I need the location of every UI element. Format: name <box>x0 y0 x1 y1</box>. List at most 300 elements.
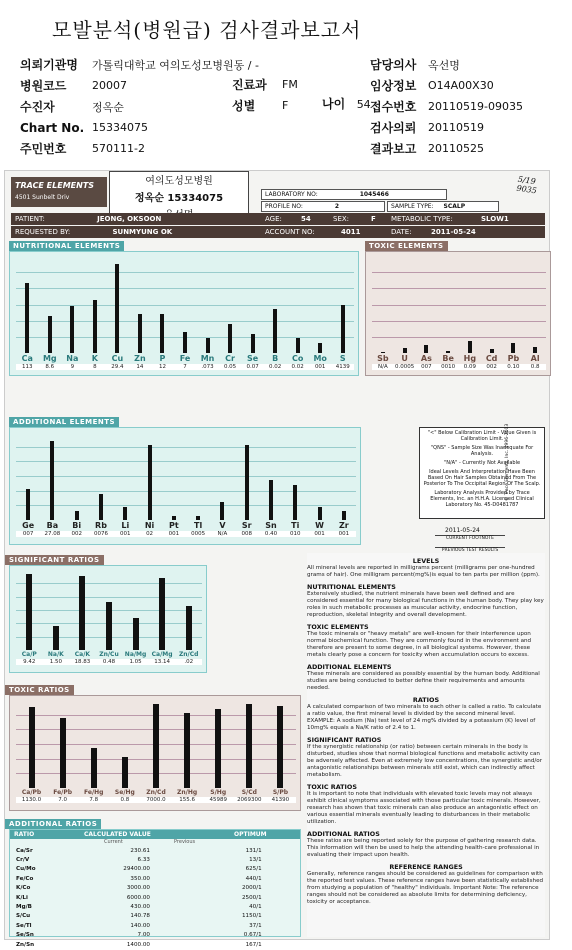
chart-bar <box>106 602 112 650</box>
note-heading: SIGNIFICANT RATIOS <box>307 736 382 744</box>
chart-bar <box>341 305 345 354</box>
lab-logo-name: TRACE ELEMENTS <box>15 181 95 190</box>
chart-bar <box>342 511 346 520</box>
chart-gridline <box>16 272 354 273</box>
chart-gridline <box>16 288 354 289</box>
header-field-label: 병원코드 <box>20 79 67 93</box>
previous-footnote: PREVIOUS TEST RESULTS <box>435 547 505 553</box>
add-ratios-table <box>9 829 301 948</box>
header-field-value: 570111-2 <box>92 142 145 155</box>
chart-bar <box>91 748 97 788</box>
account-label: ACCOUNT NO: <box>265 228 315 236</box>
chart-value: 0.09 <box>459 364 481 370</box>
chart-bar <box>99 494 103 520</box>
chart-label: Be <box>442 354 454 363</box>
header-field-value: 가톨릭대학교 여의도성모병원동 / - <box>92 58 259 72</box>
metabolic-value: SLOW1 <box>481 215 509 223</box>
chart-value: 001 <box>113 531 137 537</box>
ratio-spacer <box>156 894 236 901</box>
chart-label: K <box>91 354 98 363</box>
lab-no-value: 1045466 <box>359 191 389 198</box>
header-field-value: 옥선명 <box>428 58 460 72</box>
age-tag-value: 54 <box>301 215 311 223</box>
metabolic-label: METABOLIC TYPE: <box>391 215 453 223</box>
header-field-row <box>370 54 523 75</box>
chart-gridline <box>16 461 356 462</box>
col-current: Current <box>104 839 123 845</box>
chart-bar <box>48 316 52 353</box>
chart-bar <box>511 343 515 353</box>
chart-value: 7 <box>174 364 197 370</box>
legend-line: Laboratory Analysis Provided by Trace Elements, Inc. an H.H.A. Licensed Clinical Laboratory No. 45-D0481787 <box>430 490 534 508</box>
chart-value: 007 <box>416 364 438 370</box>
table-row <box>12 922 266 929</box>
header-field-value: 20007 <box>92 79 127 92</box>
chart-value: 0076 <box>89 531 113 537</box>
chart-label: Li <box>121 521 130 530</box>
chart-value: 4139 <box>331 364 354 370</box>
chart-value: 0.8 <box>109 797 140 803</box>
chart-value: 9 <box>61 364 84 370</box>
current-footnote: CURRENT FOOTNOTE <box>435 535 505 541</box>
chart-bar <box>381 352 385 353</box>
chart-gridline <box>16 305 354 306</box>
chart-label: Zn/Hg <box>177 789 198 796</box>
add-ratios-rows <box>10 845 268 950</box>
chart-value: 14 <box>129 364 152 370</box>
chart-label: Ge <box>22 521 35 530</box>
chart-gridline <box>16 321 354 322</box>
chart-label: Tl <box>194 521 203 530</box>
chart-label: Zn <box>134 354 146 363</box>
ratio-spacer <box>156 922 236 929</box>
header-field-label: 수진자 <box>20 100 55 114</box>
ratio-current: 3000.00 <box>126 885 150 892</box>
chart-value: 001 <box>309 364 332 370</box>
chart-bar <box>246 704 252 788</box>
sex-label: SEX: <box>333 215 350 223</box>
chart-value: 155.6 <box>172 797 203 803</box>
profile-label: PROFILE NO: <box>265 203 303 210</box>
requested-row <box>11 226 545 238</box>
chart-bar <box>93 300 97 353</box>
chart-value: 001 <box>332 531 356 537</box>
note-heading: LEVELS <box>412 557 440 565</box>
chart-value: 002 <box>65 531 89 537</box>
chart-label: Pb <box>507 354 520 363</box>
chart-label: U <box>401 354 408 363</box>
chart-value: 7.8 <box>78 797 109 803</box>
chart-label: Ti <box>291 521 300 530</box>
chart-value: 27.08 <box>40 531 64 537</box>
header-field-row <box>20 96 259 117</box>
chart-gridline <box>372 337 546 338</box>
chart-bar <box>318 343 322 353</box>
chart-bar <box>123 507 127 520</box>
chart-bar <box>160 314 164 353</box>
chart-value: 0005 <box>186 531 210 537</box>
date-value: 2011-05-24 <box>431 228 476 236</box>
nutritional-header: NUTRITIONAL ELEMENTS <box>9 241 124 251</box>
header-field-row <box>232 95 298 116</box>
ratio-name: Se/Tl <box>16 922 32 929</box>
note-heading: RATIOS <box>412 696 440 704</box>
header-field-value: F <box>282 99 289 112</box>
chart-value: 002 <box>481 364 503 370</box>
chart-label: Pt <box>169 521 179 530</box>
chart-bar <box>206 338 210 353</box>
chart-label: Na <box>66 354 79 363</box>
chart-bar <box>172 516 176 520</box>
chart-label: S/Cd <box>241 789 257 796</box>
header-field-value: 20110519 <box>428 121 484 134</box>
chart-gridline <box>16 505 356 506</box>
chart-value: 41390 <box>265 797 296 803</box>
chart-label: Cr <box>225 354 235 363</box>
chart-value: N/A <box>210 531 234 537</box>
header-field-label: 임상정보 <box>370 79 417 93</box>
lab-no-label: LABORATORY NO: <box>265 191 318 198</box>
ratio-spacer <box>156 856 236 863</box>
chart-bar <box>273 309 277 353</box>
ratio-optimum: 13/1 <box>249 857 262 864</box>
ratio-optimum: 37/1 <box>249 922 262 929</box>
col-previous: Previous <box>174 839 196 845</box>
table-row <box>12 894 266 901</box>
ratio-optimum: 2500/1 <box>242 894 262 901</box>
stamp-patient: 정옥순 15334075 <box>134 193 224 204</box>
sample-value: SCALP <box>443 203 466 210</box>
header-field-row <box>370 75 523 96</box>
chart-value: 001 <box>307 531 331 537</box>
chart-label: Sn <box>265 521 277 530</box>
chart-bar <box>53 626 59 650</box>
header-field-label: 성별 <box>232 99 256 113</box>
ratio-spacer <box>156 932 236 939</box>
chart-label: Fe/Hg <box>84 789 104 796</box>
col-opt: OPTIMUM <box>234 831 267 838</box>
ratio-current: 140.00 <box>130 922 150 929</box>
header-field-label: 담당의사 <box>370 58 417 72</box>
chart-label: Ba <box>46 521 59 530</box>
chart-label: Ca/P <box>21 651 37 658</box>
header-field-row <box>20 138 259 159</box>
chart-label: Mn <box>200 354 215 363</box>
chart-gridline <box>16 476 356 477</box>
chart-bar <box>60 718 66 788</box>
chart-gridline <box>372 288 546 289</box>
chart-value: 29.4 <box>106 364 129 370</box>
chart-bar <box>184 713 190 788</box>
sig-ratios-header: SIGNIFICANT RATIOS <box>5 555 104 565</box>
requested-label: REQUESTED BY: <box>15 228 71 236</box>
chart-value: 001 <box>162 531 186 537</box>
age-tag-label: AGE: <box>265 215 282 223</box>
chart-label: Ca/Mg <box>151 651 173 658</box>
chart-value: 007 <box>16 531 40 537</box>
note-heading: TOXIC RATIOS <box>307 783 357 791</box>
note-text: The toxic minerals or "heavy metals" are well-known for their interference upon normal biochemical function. They are commonly found in the environment and therefore are present to some degree, in all biological systems. However, these metals clearly pose a concern for toxicity when accumulation occurs to excess. <box>307 631 532 658</box>
patient-row <box>11 213 545 225</box>
chart-bar <box>296 338 300 353</box>
chart-label: S/Pb <box>272 789 289 796</box>
col-calc: CALCULATED VALUE <box>84 831 151 838</box>
note-text: If the synergistic relationship (or ratio) between certain minerals in the body is disturbed, studies show that normal biological functions and metabolic activity can be adversely affected. Even at extremely low concentrations, the synergistic and/or antagonistic relationships between minerals still exist, which can indirectly affect metabolism. <box>307 744 543 778</box>
ratio-spacer <box>156 885 236 892</box>
chart-bar <box>115 264 119 353</box>
chart-label: Zr <box>338 521 349 530</box>
ratio-spacer <box>156 847 236 854</box>
chart-bar <box>251 334 255 353</box>
chart-value: 2069300 <box>234 797 265 803</box>
chart-bar <box>79 576 85 650</box>
chart-value: 8 <box>84 364 107 370</box>
report-title: 모발분석(병원급) 검사결과보고서 <box>52 18 362 42</box>
ratio-optimum: 440/1 <box>245 875 262 882</box>
handwritten-note: 5/19 9035 <box>515 174 538 196</box>
toxic-ratios-panel <box>9 695 301 811</box>
ratio-current: 350.00 <box>130 875 150 882</box>
table-row <box>12 856 266 863</box>
ratio-optimum: 0.67/1 <box>243 932 262 939</box>
chart-value: 0.07 <box>241 364 264 370</box>
ratio-spacer <box>156 866 236 873</box>
chart-value: 008 <box>235 531 259 537</box>
chart-bar <box>122 757 128 788</box>
patient-label: PATIENT: <box>15 215 45 223</box>
chart-label: Ni <box>144 521 155 530</box>
chart-value: 9.42 <box>16 659 43 665</box>
ratio-name: Mg/B <box>16 904 32 911</box>
add-ratios-head <box>10 830 300 839</box>
header-field-row <box>370 138 523 159</box>
scanned-report <box>4 170 550 948</box>
ratio-current: 1400.00 <box>126 941 150 948</box>
note-text: A calculated comparison of two minerals to each other is called a ratio. To calculate a ratio value, the first mineral level is divided by the second mineral level. EXAMPLE: A sodium (Na) test level of 24 mg% divided by a potassium (K) level of 10mg% equals a Na/K ratio of 2.4 to 1. <box>307 704 542 731</box>
chart-gridline <box>372 272 546 273</box>
ratio-spacer <box>156 941 236 948</box>
chart-bar <box>318 507 322 520</box>
chart-label: Zn/Cu <box>99 651 119 658</box>
header-field-row <box>20 117 259 138</box>
chart-bar <box>424 345 428 353</box>
ratio-current: 230.61 <box>130 847 150 854</box>
chart-bar <box>186 606 192 650</box>
patient-name: JEONG, OKSOON <box>97 215 162 223</box>
ratio-spacer <box>156 903 236 910</box>
nutritional-panel <box>9 251 359 376</box>
chart-label: Sr <box>241 521 252 530</box>
chart-value: 0.40 <box>259 531 283 537</box>
mid-field-group <box>232 74 298 116</box>
chart-label: Ca/K <box>74 651 91 658</box>
age-label: 나이 <box>322 97 346 111</box>
note-text: Extensively studied, the nutrient minerals have been well defined and are considered essential for many biological functions in the human body. They play key roles in such metabolic processes as muscular activity, endocrine function, reproduction, skeletal integrity and overall development. <box>307 591 544 618</box>
chart-gridline <box>372 321 546 322</box>
chart-label: Na/Mg <box>124 651 147 658</box>
chart-value: 13.14 <box>149 659 176 665</box>
header-field-value: 20110525 <box>428 142 484 155</box>
chart-label: Hg <box>463 354 477 363</box>
chart-label: P <box>159 354 166 363</box>
chart-bar <box>70 306 74 353</box>
ratio-optimum: 131/1 <box>245 847 262 854</box>
chart-value: 7000.0 <box>140 797 171 803</box>
chart-label: Bi <box>72 521 82 530</box>
sample-box <box>387 201 499 212</box>
toxic-ratios-header: TOXIC RATIOS <box>5 685 74 695</box>
header-field-row <box>20 75 259 96</box>
chart-bar <box>183 332 187 353</box>
additional-chart <box>10 428 360 544</box>
chart-label: V <box>219 521 226 530</box>
requested-value: SUNMYUNG OK <box>112 228 173 236</box>
ratio-optimum: 625/1 <box>245 866 262 873</box>
header-field-row <box>370 117 523 138</box>
chart-bar <box>50 441 54 520</box>
chart-label: W <box>315 521 324 530</box>
note-text: It is important to note that individuals with elevated toxic levels may not always exhibit clinical symptoms associated with those particular toxic minerals. However, research has shown that toxic minerals can also produce an antagonistic effect on various essential minerals eventually leading to disturbances in their metabolic utilization. <box>307 791 541 825</box>
chart-bar <box>138 314 142 353</box>
header-field-label: 검사의뢰 <box>370 121 417 135</box>
note-text: Generally, reference ranges should be considered as guidelines for comparison with the reported test values. These reference ranges have been statistically established from studying a population of "healthy" individuals. Important Note: The reference ranges should not be considered as absolute limits for determining deficiency, toxicity or acceptance. <box>307 871 544 905</box>
ratio-optimum: 2000/1 <box>242 885 262 892</box>
note-heading: NUTRITIONAL ELEMENTS <box>307 583 396 591</box>
table-row <box>12 903 266 910</box>
chart-value: 7.0 <box>47 797 78 803</box>
profile-box <box>261 201 385 212</box>
legend-line: Ideal Levels And Interpretation Have Been Based On Hair Samples Obtained From The Posterior To The Occipital Region Of The Scalp. <box>423 469 541 487</box>
legend-box <box>419 427 545 519</box>
account-value: 4011 <box>341 228 361 236</box>
ratio-current: 430.00 <box>130 904 150 911</box>
toxic-header: TOXIC ELEMENTS <box>365 241 448 251</box>
chart-bar <box>269 480 273 520</box>
nutritional-chart <box>10 252 358 375</box>
chart-bar <box>277 706 283 788</box>
ratio-name: K/Li <box>16 894 28 901</box>
table-row <box>12 875 266 882</box>
chart-value: 0.05 <box>219 364 242 370</box>
interpretation-notes <box>307 553 545 937</box>
chart-bar <box>220 502 224 520</box>
legend-line: "QNS" - Sample Size Was Inadequate For Analysis. <box>430 445 534 457</box>
toxic-panel <box>365 251 551 376</box>
chart-value: 02 <box>137 531 161 537</box>
chart-value: 0.48 <box>96 659 123 665</box>
chart-bar <box>228 324 232 353</box>
chart-label: Na/K <box>47 651 64 658</box>
chart-bar <box>26 574 32 650</box>
chart-bar <box>293 485 297 520</box>
chart-bar <box>133 618 139 650</box>
chart-gridline <box>16 583 202 584</box>
header-field-row <box>20 54 259 75</box>
sample-label: SAMPLE TYPE: <box>391 203 434 210</box>
chart-bar <box>148 445 152 520</box>
header-field-label: 결과보고 <box>370 142 417 156</box>
ratio-name: Zn/Sn <box>16 941 35 948</box>
header-field-value: O14A00X30 <box>428 79 494 92</box>
chart-label: S <box>339 354 346 363</box>
table-row <box>12 913 266 920</box>
chart-value: .02 <box>175 659 202 665</box>
ratio-name: Se/Sn <box>16 932 34 939</box>
note-heading: TOXIC ELEMENTS <box>307 623 369 631</box>
ratio-name: S/Cu <box>16 913 31 920</box>
chart-value: N/A <box>372 364 394 370</box>
chart-label: Zn/Cd <box>178 651 199 658</box>
additional-header: ADDITIONAL ELEMENTS <box>9 417 119 427</box>
chart-bar <box>25 283 29 353</box>
chart-bar <box>196 516 200 520</box>
ratio-name: Fe/Co <box>16 875 34 882</box>
header-field-value: 15334075 <box>92 121 148 134</box>
ratio-current: 6.33 <box>137 857 150 864</box>
chart-value: 1130.0 <box>16 797 47 803</box>
note-text: All mineral levels are reported in milligrams percent (milligrams per one-hundred grams of hair). One milligram percent(mg%)is equal to ten parts per million (ppm). <box>307 565 540 578</box>
ratio-name: Cu/Mo <box>16 866 36 873</box>
chart-value: 0.10 <box>503 364 525 370</box>
chart-label: S/Hg <box>210 789 227 796</box>
note-text: These minerals are considered as possibly essential by the human body. Additional studies are being conducted to better define their requirements and amounts needed. <box>307 671 540 691</box>
header-field-label: 의뢰기관명 <box>20 58 78 72</box>
chart-bar <box>446 351 450 353</box>
sig-ratios-chart <box>10 566 206 672</box>
chart-label: Fe <box>179 354 191 363</box>
ratio-current: 7.00 <box>137 932 150 939</box>
chart-gridline <box>16 447 356 448</box>
header-field-value: 정옥순 <box>92 100 124 114</box>
ratio-spacer <box>156 913 236 920</box>
note-heading: ADDITIONAL RATIOS <box>307 830 380 838</box>
date-label: DATE: <box>391 228 412 236</box>
chart-value: 0010 <box>437 364 459 370</box>
chart-label: Sb <box>377 354 389 363</box>
ratio-current: 29400.00 <box>123 866 150 873</box>
sex-value: F <box>371 215 376 223</box>
chart-label: As <box>420 354 432 363</box>
ratio-optimum: 1150/1 <box>242 913 262 920</box>
table-row <box>12 866 266 873</box>
ratio-current: 6000.00 <box>126 894 150 901</box>
table-row <box>12 932 266 939</box>
note-text: These ratios are being reported solely for the purpose of gathering research data. This information will then be used to help the attending health-care professional in evaluating their impact upon health. <box>307 838 540 858</box>
toxic-chart <box>366 252 550 375</box>
chart-gridline <box>16 597 202 598</box>
ratio-name: Cr/V <box>16 857 30 864</box>
chart-bar <box>215 709 221 788</box>
chart-bar <box>533 347 537 353</box>
chart-value: 45989 <box>203 797 234 803</box>
ratio-optimum: 167/1 <box>245 941 262 948</box>
chart-value: 18.83 <box>69 659 96 665</box>
age-value: 54 <box>356 98 371 111</box>
note-heading: REFERENCE RANGES <box>389 863 463 871</box>
chart-bar <box>245 445 249 520</box>
table-row <box>12 847 266 854</box>
chart-label: Mo <box>313 354 327 363</box>
header-field-row <box>232 74 298 95</box>
chart-value: 113 <box>16 364 39 370</box>
lab-logo-address: 4501 Sunbelt Driv <box>15 194 70 201</box>
chart-label: Se <box>247 354 259 363</box>
ratio-name: K/Co <box>16 885 31 892</box>
header-field-label: 주민번호 <box>20 142 67 156</box>
header-field-label: 진료과 <box>232 78 267 92</box>
ratio-current: 140.78 <box>130 913 150 920</box>
chart-gridline <box>372 305 546 306</box>
